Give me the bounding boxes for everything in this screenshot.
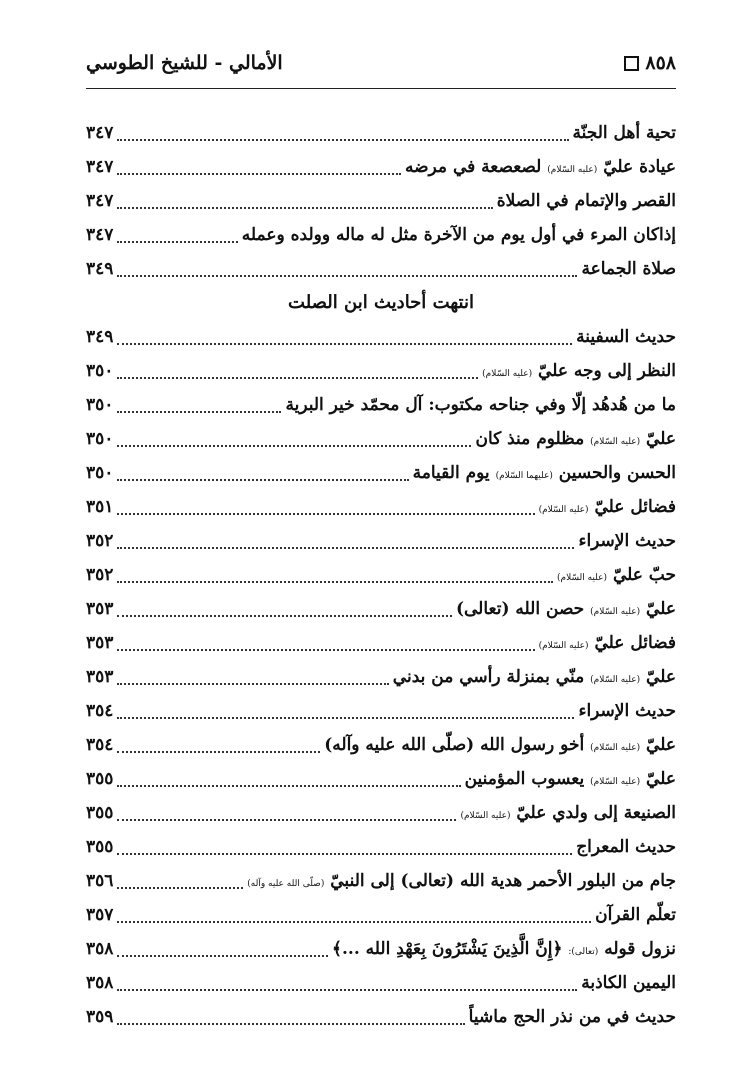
entry-title-main: القصر والإتمام في الصلاة: [496, 191, 676, 211]
entry-title: [456, 592, 676, 629]
toc-entry: [86, 252, 676, 286]
entry-honorific: (تعالى):: [568, 947, 599, 957]
dot-leader: [117, 909, 591, 923]
entry-title: [576, 830, 676, 867]
entry-title-main: تعلّم القرآن: [595, 905, 676, 925]
entry-page-number: ٣٥٤: [86, 735, 114, 755]
entry-title: [573, 116, 676, 153]
entry-page-number: ٣٤٩: [86, 259, 114, 279]
dot-leader: [117, 603, 452, 617]
entry-title-main: حديث الإسراء: [578, 531, 676, 551]
entry-page-number: ٣٥٥: [86, 837, 114, 857]
running-title: الأمالي - للشيخ الطوسي: [86, 52, 283, 74]
dot-leader: [117, 875, 243, 889]
entry-title: [581, 252, 676, 289]
entry-page-number: ٣٤٧: [86, 157, 114, 177]
section-heading: انتهت أحاديث ابن الصلت: [288, 292, 474, 313]
entry-honorific: (عليه السّلام): [557, 573, 608, 583]
entry-title: [465, 762, 676, 799]
entry-honorific: (صلّى الله عليه وآله): [247, 879, 325, 889]
toc-entry: [86, 524, 676, 558]
entry-page-number: ٣٥٣: [86, 599, 114, 619]
entry-title: [578, 694, 676, 731]
entry-title: [469, 1000, 676, 1037]
entry-honorific: (عليه السّلام): [460, 811, 511, 821]
entry-title: [247, 864, 676, 901]
entry-title-main: اليمين الكاذبة: [581, 973, 676, 993]
entry-title-main: عيادة عليّ: [603, 157, 676, 177]
entry-title-rest: حصن الله (تعالى): [455, 599, 585, 619]
entry-title: [576, 320, 676, 357]
entry-title-main: عليّ: [646, 735, 676, 755]
dot-leader: [117, 773, 460, 787]
entry-title-main: عليّ: [646, 667, 676, 687]
dot-leader: [117, 467, 408, 481]
dot-leader: [117, 161, 401, 175]
square-box-icon: [624, 56, 639, 71]
dot-leader: [117, 229, 237, 243]
dot-leader: [117, 807, 456, 821]
dot-leader: [117, 841, 572, 855]
entry-page-number: ٣٥٠: [86, 361, 114, 381]
entry-title: [557, 558, 676, 595]
toc-entry: [86, 1000, 676, 1034]
table-of-contents: [86, 116, 676, 1034]
toc-entry: [86, 932, 676, 966]
entry-title-main: حديث السفينة: [576, 327, 676, 347]
toc-group-before: [86, 116, 676, 286]
dot-leader: [117, 127, 568, 141]
toc-entry: [86, 490, 676, 524]
entry-page-number: ٣٥٧: [86, 905, 114, 925]
entry-page-number: ٣٥٢: [86, 531, 114, 551]
dot-leader: [117, 365, 478, 379]
entry-page-number: ٣٥٠: [86, 395, 114, 415]
entry-page-number: ٣٥٥: [86, 769, 114, 789]
dot-leader: [117, 263, 577, 277]
toc-entry: [86, 660, 676, 694]
entry-title: [482, 354, 676, 391]
entry-title: [539, 490, 676, 527]
page-number: ٨٥٨: [645, 52, 676, 74]
toc-entry: [86, 830, 676, 864]
entry-honorific: (عليه السّلام): [590, 743, 641, 753]
dot-leader: [117, 671, 388, 685]
entry-honorific: (عليه السّلام): [590, 607, 641, 617]
entry-title: [539, 626, 676, 663]
entry-honorific: (عليه السّلام): [538, 641, 589, 651]
entry-title: [242, 218, 676, 255]
entry-title-main: الحسن والحسين: [558, 463, 676, 483]
entry-title-rest: ﴿إِنَّ الَّذِينَ يَشْتَرُونَ بِعَهْدِ الله ...﴾: [332, 939, 563, 959]
entry-honorific: (عليه السّلام): [482, 369, 533, 379]
dot-leader: [117, 637, 534, 651]
entry-title: [413, 456, 676, 493]
entry-title-main: جام من البلور الأحمر هدية الله (تعالى) إلى النبيّ: [330, 871, 676, 891]
entry-title-rest: لصعصعة في مرضه: [405, 157, 542, 177]
entry-title: [497, 184, 676, 221]
entry-title-main: حديث المعراج: [576, 837, 676, 857]
entry-page-number: ٣٤٧: [86, 123, 114, 143]
entry-page-number: ٣٥٠: [86, 429, 114, 449]
toc-entry: [86, 150, 676, 184]
entry-title: [405, 150, 676, 187]
entry-page-number: ٣٥٨: [86, 973, 114, 993]
toc-entry: [86, 898, 676, 932]
toc-entry: [86, 592, 676, 626]
entry-title-main: حديث الإسراء: [578, 701, 676, 721]
toc-entry: [86, 388, 676, 422]
dot-leader: [117, 195, 492, 209]
entry-title: [578, 524, 676, 561]
entry-title-main: صلاة الجماعة: [581, 259, 676, 279]
entry-title: [393, 660, 676, 697]
entry-title-rest: منّي بمنزلة رأسي من بدني: [392, 667, 585, 687]
entry-page-number: ٣٤٧: [86, 225, 114, 245]
entry-page-number: ٣٥١: [86, 497, 114, 517]
entry-title: [475, 422, 676, 459]
entry-page-number: ٣٥٠: [86, 463, 114, 483]
page-header: [86, 48, 676, 78]
dot-leader: [117, 705, 574, 719]
entry-title-main: ما من هُدهُد إلّا وفي جناحه مكتوب: آل محمّد خير البرية: [285, 395, 676, 415]
entry-title-rest: مظلوم منذ كان: [475, 429, 585, 449]
toc-entry: [86, 864, 676, 898]
toc-entry: [86, 966, 676, 1000]
entry-title-main: إذاكان المرء في أول يوم من الآخرة مثل له ماله وولده وعمله: [241, 225, 676, 245]
entry-honorific: (عليه السّلام): [590, 437, 641, 447]
entry-page-number: ٣٤٩: [86, 327, 114, 347]
entry-page-number: ٣٥٩: [86, 1007, 114, 1027]
dot-leader: [117, 501, 534, 515]
entry-honorific: (عليهما السّلام): [495, 471, 553, 481]
entry-title-main: فضائل عليّ: [594, 633, 676, 653]
entry-honorific: (عليه السّلام): [547, 165, 598, 175]
entry-title-main: حديث في من نذر الحج ماشياً: [468, 1007, 676, 1027]
dot-leader: [117, 535, 574, 549]
toc-entry: [86, 558, 676, 592]
toc-entry: [86, 762, 676, 796]
entry-title-main: الصنيعة إلى ولدي عليّ: [516, 803, 676, 823]
dot-leader: [117, 1011, 464, 1025]
entry-title: [460, 796, 676, 833]
entry-title-main: عليّ: [646, 769, 676, 789]
entry-title-main: عليّ: [646, 599, 676, 619]
dot-leader: [117, 569, 553, 583]
dot-leader: [117, 739, 320, 753]
dot-leader: [117, 331, 572, 345]
entry-title: [595, 898, 676, 935]
entry-title-main: حبّ عليّ: [612, 565, 676, 585]
toc-entry: [86, 728, 676, 762]
entry-honorific: (عليه السّلام): [538, 505, 589, 515]
toc-group-after: [86, 320, 676, 1034]
toc-entry: [86, 116, 676, 150]
entry-title: [581, 966, 676, 1003]
entry-page-number: ٣٥٨: [86, 939, 114, 959]
toc-entry: [86, 456, 676, 490]
entry-page-number: ٣٥٥: [86, 803, 114, 823]
toc-entry: [86, 354, 676, 388]
dot-leader: [117, 433, 471, 447]
entry-title: [332, 932, 676, 969]
toc-entry: [86, 422, 676, 456]
entry-page-number: ٣٥٢: [86, 565, 114, 585]
toc-entry: [86, 184, 676, 218]
entry-title-main: فضائل عليّ: [594, 497, 676, 517]
dot-leader: [117, 399, 281, 413]
entry-title-main: نزول قوله: [604, 939, 676, 959]
entry-title-main: تحية أهل الجنّة: [572, 123, 676, 143]
toc-entry: [86, 694, 676, 728]
toc-entry: [86, 218, 676, 252]
entry-title-rest: يوم القيامة: [412, 463, 490, 483]
entry-page-number: ٣٥٣: [86, 667, 114, 687]
entry-page-number: ٣٥٤: [86, 701, 114, 721]
entry-honorific: (عليه السّلام): [590, 675, 641, 685]
entry-page-number: ٣٥٣: [86, 633, 114, 653]
entry-title-main: عليّ: [646, 429, 676, 449]
toc-entry: [86, 320, 676, 354]
entry-page-number: ٣٥٦: [86, 871, 114, 891]
dot-leader: [117, 943, 328, 957]
entry-title-main: النظر إلى وجه عليّ: [538, 361, 676, 381]
entry-title-rest: يعسوب المؤمنين: [464, 769, 585, 789]
entry-title: [324, 728, 676, 765]
header-rule: [86, 88, 676, 89]
entry-title: [285, 388, 676, 425]
dot-leader: [117, 977, 577, 991]
toc-entry: [86, 626, 676, 660]
entry-title-rest: أخو رسول الله (صلّى الله عليه وآله): [324, 735, 585, 755]
entry-honorific: (عليه السّلام): [590, 777, 641, 787]
entry-page-number: ٣٤٧: [86, 191, 114, 211]
toc-entry: [86, 796, 676, 830]
page-number-group: [624, 52, 676, 74]
